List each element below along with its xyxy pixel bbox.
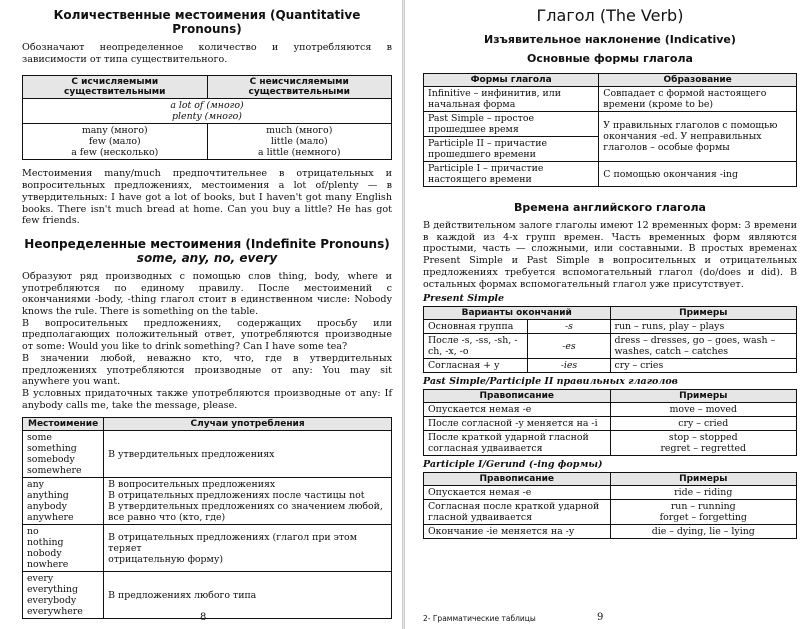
table-row: Согласная после краткой ударной гласной удваивается run – running forget – forgetting [424, 500, 797, 525]
past-simple-table [423, 389, 797, 456]
qt-uncountable-cell: much (много) little (мало) a little (немного) [207, 124, 392, 160]
ps-header-examples: Примеры [610, 307, 797, 320]
past-simple-label: Past Simple/Participle II правильных глаголов [423, 376, 678, 388]
table-row: После согласной -y меняется на -i cry – cried [424, 417, 797, 431]
table-row: Основная группа -s run – runs, play – plays [424, 320, 797, 334]
table-row: Participle II – причастие прошедшего времени [424, 137, 797, 162]
vf-header-forms: Формы глагола [424, 74, 599, 87]
past-header-spelling: Правописание [424, 390, 611, 403]
ing-header-examples: Примеры [610, 473, 797, 486]
tenses-title: Времена английского глагола [514, 201, 706, 214]
table-row: Согласная + y -ies cry – cries [424, 359, 797, 373]
quantitative-table [22, 75, 392, 160]
table-row: Infinitive – инфинитив, или начальная форма Совпадает с формой настоящего времени (кроме to be) [424, 87, 797, 112]
table-row: Опускается немая -e move – moved [424, 403, 797, 417]
past-header-examples: Примеры [610, 390, 797, 403]
table-row: Окончание -ie меняется на -y die – dying, lie – lying [424, 525, 797, 539]
present-simple-label: Present Simple [423, 293, 505, 305]
page-number-left: 8 [200, 612, 207, 623]
many-much-paragraph: Местоимения many/much предпочтительнее в отрицательных и вопросительных предложениях, местоимения a lot of/plenty — в утвердительных: I have got a lot of books, but I haven't got many English books. There isn't much bread at home. Can you buy a little? He has got few friends. [22, 168, 392, 227]
present-simple-table [423, 306, 797, 373]
quantitative-intro: Обозначают неопределенное количество и употребляются в зависимости от типа существительного. [22, 42, 392, 65]
table-row: Past Simple – простое прошедшее время У правильных глаголов с помощью окончания -ed. У неправильных глаголов – особые формы [424, 112, 797, 137]
indefinite-para-3: В значении любой, неважно кто, что, где в утвердительных предложениях употребляются производные от any: You may sit anywhere you want. [22, 352, 392, 388]
basic-forms-subtitle: Основные формы глагола [527, 52, 693, 65]
quantitative-title: Количественные местоимения (Quantitative Pronouns) [53, 8, 361, 36]
indefinite-para-1: Образуют ряд производных с помощью слов thing, body, where и употребляются по единому правилу. После местоимений с окончаниями -body, -thing глагол стоит в единственном числе: Nobody knows the rule. There is something on the table. [22, 270, 392, 318]
ps-header-endings: Варианты окончаний [424, 307, 611, 320]
table-row: some something somebody somewhere В утвердительных предложениях [23, 431, 392, 478]
ing-header-spelling: Правописание [424, 473, 611, 486]
indefinite-subtitle: some, any, no, every [136, 250, 278, 265]
it-header-usage: Случаи употребления [104, 418, 392, 431]
indefinite-para-2: В вопросительных предложениях, содержащих просьбу или предполагающих положительный ответ, употребляются производные от some: Would you like to drink something? Can I have some tea? [22, 317, 392, 353]
table-row: После краткой ударной гласной согласная удваивается stop – stopped regret – regretted [424, 431, 797, 456]
table-row: Опускается немая -e ride – riding [424, 486, 797, 500]
verb-forms-table [423, 73, 797, 187]
indefinite-para-4: В условных придаточных также употребляются производные от any: If anybody calls me, take the message, please. [22, 387, 392, 411]
table-row: no nothing nobody nowhere В отрицательных предложениях (глагол при этом теряет отрицательную форму) [23, 525, 392, 572]
participle-label: Participle I/Gerund (-ing формы) [423, 459, 603, 471]
table-row: После -s, -ss, -sh, -ch, -x, -o -es dress – dresses, go – goes, wash – washes, catch – catches [424, 334, 797, 359]
it-header-pronoun: Местоимение [23, 418, 104, 431]
qt-common-cell: a lot of (много) plenty (много) [23, 99, 392, 124]
vf-header-formation: Образование [599, 74, 797, 87]
footer-label: 2- Грамматические таблицы [423, 614, 536, 623]
table-row: Participle I – причастие настоящего времени С помощью окончания -ing [424, 162, 797, 187]
qt-countable-cell: many (много) few (мало) a few (несколько) [23, 124, 208, 160]
table-row: any anything anybody anywhere В вопросительных предложениях В отрицательных предложениях после частицы not В утвердительных предложениях со значением любой, все равно что (кто, где) [23, 478, 392, 525]
participle-table [423, 472, 797, 539]
table-row: every everything everybody everywhere В предложениях любого типа [23, 572, 392, 619]
indicative-subtitle: Изъявительное наклонение (Indicative) [484, 33, 736, 46]
indefinite-table [22, 417, 392, 619]
page-number-right: 9 [597, 612, 604, 623]
verb-title: Глагол (The Verb) [536, 6, 684, 25]
right-page [405, 0, 807, 629]
qt-header-uncountable: С неисчисляемыми существительными [207, 76, 392, 99]
indefinite-title: Неопределенные местоимения (Indefinite Pronouns) [24, 236, 390, 251]
tenses-paragraph: В действительном залоге глаголы имеют 12 временных форм: 3 времени в каждой из 4-х групп времен. Часть временных форм являются простыми, часть — сложными, или составными. В простых временах Present Simple и Past Simple в вопросительных и отрицательных предложениях требуется вспомогательный глагол (do/does и did). В остальных формах вспомогательный глагол уже присутствует. [423, 220, 797, 290]
left-page [0, 0, 402, 629]
qt-header-countable: С исчисляемыми существительными [23, 76, 208, 99]
